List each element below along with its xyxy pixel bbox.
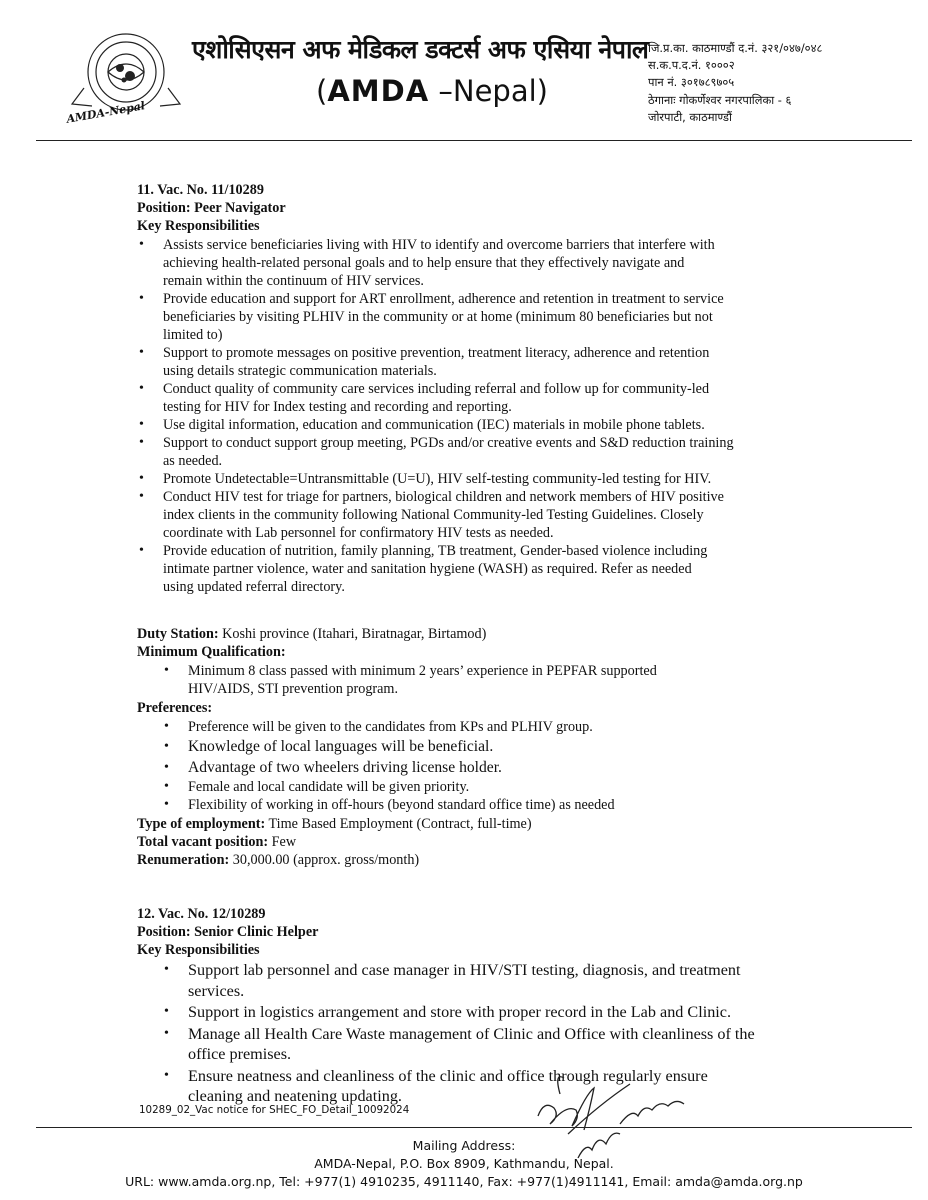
list-item-line: Ensure neatness and cleanliness of the clinic and office through regularly ensure [188,1066,708,1085]
remuneration [137,851,419,869]
duty-station-label: Duty Station: [137,626,219,642]
list-item [139,488,813,542]
min-qualification-heading: Minimum Qualification: [137,644,286,660]
bullet-icon: • [164,1025,169,1041]
list-item-line: limited to) [163,327,223,343]
position-title: Position: Peer Navigator [137,200,286,216]
org-name-english-brand: AMDA [327,74,430,108]
duty-station-value: Koshi province (Itahari, Biratnagar, Birtamod) [218,626,487,642]
list-item-line: Support in logistics arrangement and store with proper record in the Lab and Clinic. [188,1003,732,1021]
registration-line: जोरपाटी, काठमाण्डौं [648,109,732,124]
responsibilities-list [139,236,813,596]
amda-logo [64,26,192,128]
list-item-line: remain within the continuum of HIV services. [163,273,424,289]
employment-type-value: Time Based Employment (Contract, full-time) [265,816,532,832]
list-item-line: Advantage of two wheelers driving license holder. [188,759,502,776]
bullet-icon: • [139,417,144,432]
list-item-line: index clients in the community following National Community-led Testing Guidelines. Closely [163,507,704,523]
list-item [139,542,813,596]
list-item [139,416,813,434]
org-name-english-suffix: –Nepal) [429,74,548,108]
list-item [139,344,813,380]
preferences-list [164,718,788,814]
vacant-positions-value: Few [268,834,297,850]
list-item-line: Minimum 8 class passed with minimum 2 years’ experience in PEPFAR supported [188,663,657,679]
list-item-line: Flexibility of working in off-hours (beyond standard office time) as needed [188,797,615,813]
bullet-icon: • [139,237,144,252]
list-item [164,778,788,796]
org-name-english [316,74,548,108]
bullet-icon: • [164,1067,169,1083]
bullet-icon: • [139,291,144,306]
org-name-devanagari: एशोसिएसन अफ मेडिकल डक्टर्स अफ एसिया नेपाल [192,35,649,64]
list-item-line: HIV/AIDS, STI prevention program. [188,681,399,697]
registration-line: जि.प्र.का. काठमाण्डौं द.नं. ३२१/०४७/०४८ [648,41,823,55]
position-title: Position: Senior Clinic Helper [137,924,319,940]
bullet-icon: • [139,435,144,450]
list-item-line: Assists service beneficiaries living with HIV to identify and overcome barriers that interfere with [163,237,715,253]
list-item-line: Female and local candidate will be given priority. [188,779,470,795]
list-item-line: using updated referral directory. [163,579,345,595]
bullet-icon: • [164,962,169,977]
vacancy-number: 11. Vac. No. 11/10289 [137,182,264,198]
list-item-line: Support to conduct support group meeting, PGDs and/or creative events and S&D reduction training [163,435,734,451]
bullet-icon: • [164,1004,169,1019]
document-code: 10289_02_Vac notice for SHEC_FO_Detail_10092024 [139,1104,410,1116]
key-responsibilities-heading: Key Responsibilities [137,942,260,958]
bullet-icon: • [164,797,169,812]
bullet-icon: • [139,543,144,558]
list-item [164,796,788,814]
list-item-line: Use digital information, education and communication (IEC) materials in mobile phone tablets. [163,417,705,433]
duty-station [137,625,486,643]
vacancy-number: 12. Vac. No. 12/10289 [137,906,266,922]
remuneration-label: Renumeration: [137,852,230,868]
list-item-line: cleaning and neatening updating. [188,1087,402,1105]
list-item-line: Support to promote messages on positive prevention, treatment literacy, adherence and retention [163,345,710,361]
vacant-positions-label: Total vacant position: [137,834,269,850]
employment-type [137,815,532,833]
header-divider [36,140,912,141]
list-item-line: as needed. [163,453,223,469]
list-item-line: Promote Undetectable=Untransmittable (U=U), HIV self-testing community-led testing for HIV. [163,471,712,487]
contact-info: URL: www.amda.org.np, Tel: +977(1) 4910235, 4911140, Fax: +977(1)4911141, Email: amda@amda.org.np [125,1174,803,1189]
list-item-line: beneficiaries by visiting PLHIV in the community or at home (minimum 80 beneficiaries but not [163,309,713,325]
bullet-icon: • [164,739,169,754]
list-item-line: Provide education of nutrition, family planning, TB treatment, Gender-based violence including [163,543,708,559]
bullet-icon: • [139,489,144,504]
list-item [164,1024,788,1065]
bullet-icon: • [139,471,144,486]
list-item-line: intimate partner violence, water and sanitation hygiene (WASH) as required. Refer as needed [163,561,692,577]
list-item-line: testing for HIV for Index testing and recording and reporting. [163,399,512,415]
bullet-icon: • [164,663,169,678]
list-item [139,434,813,470]
list-item-line: using details strategic communication materials. [163,363,437,379]
list-item-line: achieving health-related personal goals and to help ensure that they effectively navigate and [163,255,685,271]
registration-line: स.क.प.द.नं. १०००२ [648,58,735,73]
mailing-address-label: Mailing Address: [412,1138,516,1153]
footer-divider [36,1127,912,1128]
list-item [139,290,813,344]
list-item-line: Manage all Health Care Waste management of Clinic and Office with cleanliness of the [188,1024,755,1043]
list-item [164,718,788,736]
min-qualification-list [164,662,788,698]
list-item-line: coordinate with Lab personnel for confirmatory HIV tests as needed. [163,525,554,541]
list-item [164,736,788,757]
mailing-address: AMDA-Nepal, P.O. Box 8909, Kathmandu, Nepal. [314,1156,614,1171]
bullet-icon: • [139,345,144,360]
bullet-icon: • [164,719,169,734]
list-item-line: Conduct HIV test for triage for partners, biological children and network members of HIV positive [163,489,724,505]
bullet-icon: • [164,760,169,775]
list-item [164,662,788,698]
list-item-line: Preference will be given to the candidates from KPs and PLHIV group. [188,719,593,735]
list-item-line: Conduct quality of community care services including referral and follow up for community-led [163,381,710,397]
list-item-line: Knowledge of local languages will be beneficial. [188,738,494,755]
list-item [164,757,788,778]
list-item [164,1002,788,1023]
list-item-line: services. [188,981,245,1000]
org-name-english-prefix: ( [316,74,328,108]
list-item-line: Provide education and support for ART enrollment, adherence and retention in treatment to service [163,291,724,307]
key-responsibilities-heading: Key Responsibilities [137,218,260,234]
list-item [139,380,813,416]
bullet-icon: • [164,779,169,794]
remuneration-value: 30,000.00 (approx. gross/month) [229,852,420,868]
list-item-line: Support lab personnel and case manager in HIV/STI testing, diagnosis, and treatment [188,961,741,979]
registration-block [648,40,898,126]
employment-type-label: Type of employment: [137,816,266,832]
vacant-positions [137,833,296,851]
list-item-line: office premises. [188,1045,292,1063]
bullet-icon: • [139,381,144,396]
preferences-heading: Preferences: [137,700,213,716]
registration-line: ठेगानाः गोकर्णेश्वर नगरपालिका - ६ [648,92,792,107]
logo-text: AMDA-Nepal [65,99,146,126]
list-item [139,470,813,488]
list-item [139,236,813,290]
list-item [164,960,788,1001]
registration-line: पान नं. ३०१७८९७०५ [648,75,735,90]
